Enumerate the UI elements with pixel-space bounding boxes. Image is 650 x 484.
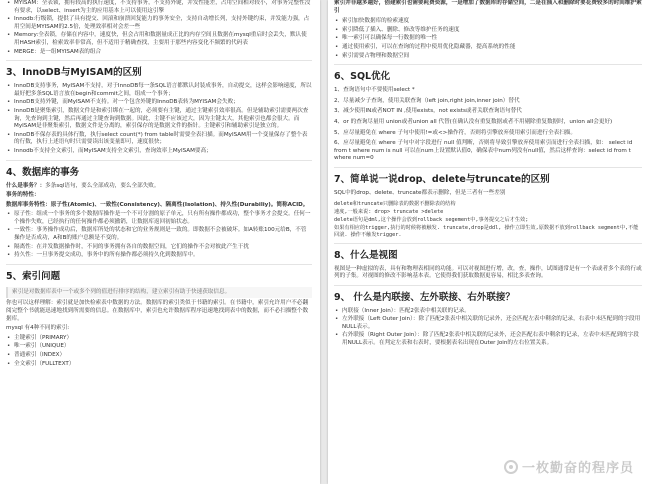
what-is-transaction [6,183,312,191]
section-3-title: 3、InnoDB与MyISAM的区别 [6,67,142,79]
section-8-paragraph: 视图是一种虚拟的表，具有和物理表相同的功能。可以对视图进行增，改，查，操作，试图通常是有一个表或者多个表的行或列的子集。对视图的修改不影响基本表。它使得我们获取数据更容易，相比多表查询。 [334,265,642,280]
section-4-list [6,211,312,260]
section-9-title: 9、 什么是内联接、左外联接、右外联接？ [334,291,515,303]
index-note: 索引并非越多越好，创建索引也需要耗费资源，一是增加了数据库的存储空间，二是在插入和删除时要花费较多的时间维护索引 [334,0,642,14]
watermark-text: 一枚勤奋的程序员 [521,461,634,476]
index-types-list [6,335,312,368]
section-6-list [334,87,642,163]
section-7-title: 7、简单说一说drop、delete与truncate的区别 [334,173,550,185]
section-3-list [6,83,312,155]
divider [334,167,642,168]
sql-tip-item: 5、应尽量避免在 where 子句中使用!=或<>操作符，否则将引擎放弃使用索引而进行全表扫描。 [334,129,576,136]
section-4-title: 4、数据库的事务 [6,166,80,178]
index-effect-item: • 通过使用索引，可以在查询的过程中使用优化隐藏器，提高系统的性能 [334,44,642,52]
divider [6,264,312,265]
engine-item: • Innodb:行级锁，提供了具有提交、回滚和崩溃回复能力的事务安全，支持自动增长列，支持外键约束，并发能力强，占用空间是MYISAM的2.5倍，处理效率相对会差一些 [6,16,312,31]
acid-item: • 一致性：事务操作成功后，数据库所处的状态和它的业务规则是一致的。即数据不会被破坏。如A转账100元给B，不管操作是否成功，A和B的账户总额是不变的。 [6,227,312,242]
acid-item: • 原子性：组成一个事务的多个数据库操作是一个不可分割的原子单元，只有所有操作都成功，整个事务才会提交。任何一个操作失败，已经执行的任何操作都必须撤销，让数据库返回初始状态。 [6,211,312,226]
engine-item: • MERGE：是一组MYISAM表的组合 [6,49,312,57]
intro-bullet-list [6,0,312,56]
sql-tip-item: 3、减少使用IN或者NOT IN ,使用exists，not exists或者关联查询语句替代 [334,108,522,115]
sql-tip-item: 4、or 的查询尽量用 union或者union all 代替(在确认没有重复数据或者不用剔除重复数据时，union all会更好) [334,118,613,125]
divider [334,243,642,244]
index-effect-item: • 索引降低了插入、删除、修改等维护任务的速度 [334,27,642,35]
difference-item: • Innodb不支持全文索引，而MyISAM支持全文索引，查询效率上MyISAM要高； [6,148,312,156]
acid-item: • 隔离性：在并发数据操作时，不同的事务拥有各自的数据空间，它们的操作不会对彼此产生干扰 [6,244,312,252]
engine-item: • Memory:全表锁，存储在内容中，速度快，但会占用和数据量成正比的内存空间且数据在mysql重启时会丢失，默认使用HASH索引，检索效率非常高，但不适用于精确查找，主要用于那些内容变化不频繁的代码表 [6,32,312,47]
index-type-item: • 全文索引（FULLTEXT） [6,361,312,369]
index-effect-item: • 唯一索引可以确保每一行数据的唯一性 [334,35,642,43]
section-8-title: 8、什么是视图 [334,249,398,261]
section-9-list [334,308,642,348]
what-text: 多条sql语句，要么全部成功，要么全部失败。 [45,182,160,189]
index-quote: 索引是对数据库表中一个或多个列的值进行排序的结构，建立索引有助于快速获取信息。 [6,287,312,299]
what-label: 什么是事务？： [6,182,46,189]
index-effect-item: • 索引需要占物理和数据空间 [334,53,642,61]
sql-tip-item: 6、应尽量避免在 where 子句中对字段进行 null 值判断，否则将导致引擎放弃使用索引而进行全表扫描，如： select id from t where num is null 可以在num上设置默认值0，确保表中num列没有null值，然后这样查询：select id from t where num=0 [334,140,633,162]
sql-tip-item: 2、尽量减少子查询，使用关联查询（left join,right join,inner join）替代 [334,97,520,104]
divider [334,285,642,286]
difference-item: • InnoDB不保存表的具体行数，执行select count(*) from table时需要全表扫描。而MyISAM用一个变量保存了整个表的行数，执行上述语句时只需要读出该变量即可，速度很快； [6,132,312,147]
right-page[interactable] [328,0,650,484]
index-types-label: mysql 有4种不同的索引: [6,325,70,332]
engine-item: • MYISAM：全表锁，拥有较高的执行速度，不支持事务，不支持外键，并发性能差，占用空间相对较小，对事务完整性没有要求，以select、insert为主的应用基本上可以使用这引擎 [6,0,312,15]
join-type-item: • 内联接（Inner Join）：匹配2张表中相关联的记录。 [334,308,642,316]
sql-tip-item: 1、查询语句中不要使用select * [334,87,415,94]
section-5-title: 5、索引问题 [6,270,61,282]
section-7-lines [334,201,642,239]
index-type-item: • 主键索引（PRIMARY） [6,335,312,343]
index-paragraph: 你也可以这样理解：索引就是加快检索表中数据的方法。数据库的索引类似于书籍的索引。在书籍中，索引允许用户不必翻阅完整个书就能迅速地找到所需要的信息。在数据库中，索引也允许数据库程序迅速地找到表中的数据，而不必扫描整个数据库。 [6,300,309,322]
difference-item: • InnoDB支持事务，MyISAM不支持，对于InnoDB每一条SQL语言都默认封装成事务，自动提交，这样会影响速度，所以最好把多条SQL语言放在begin和commit之间，组成一个事务； [6,83,312,98]
join-type-item: • 左外联接（Left Outer Join）：除了匹配2张表中相关联的记录外，还会匹配左表中剩余的记录，右表中未匹配到的字段用NULL表示。 [334,316,642,331]
drop-delete-line: delete和truncate只删除表的数据不删除表的结构 [334,200,456,207]
features-label: 事务的特性： [6,192,40,199]
acid-item: • 持久性：一旦事务提交成功，事务中的所有操作都必须持久化到数据库中。 [6,252,312,260]
index-effect-item: • 索引加快数据库的检索速度 [334,18,642,26]
watermark [504,457,634,476]
acid-line: 数据库事务特性：原子性(Atomic)、一致性(Consistency)、隔离性(Isolation)、持久性(Durabiliy)。简称ACID。 [6,201,309,208]
section-6-title: 6、SQL优化 [334,71,391,83]
section-7-intro: SQL中的drop、delete、truncate都表示删除，但是三者有一些差别 [334,189,506,196]
index-effects-list [334,18,642,60]
difference-item: • InnoDB支持外键，而MyISAM不支持。对一个包含外键的InnoDB表转为MYISAM会失败； [6,99,312,107]
drop-delete-line: 速度,一般来说: drop> truncate >delete [334,208,444,215]
left-page[interactable] [0,0,320,484]
index-type-item: • 普通索引（INDEX） [6,352,312,360]
difference-item: • InnoDB是聚集索引，数据文件是和索引绑在一起的，必须要有主键，通过主键索引效率很高。但是辅助索引需要两次查询，先查询到主键，然后再通过主键查询到数据。因此，主键不应该过大，因为主键太大，其他索引也都会很大。而MyISAM是非聚集索引，数据文件是分离的，索引保存的是数据文件的指针。主键索引和辅助索引是独立的。 [6,108,312,131]
watermark-logo-icon [504,460,518,474]
divider [6,60,312,61]
index-type-item: • 唯一索引（UNIQUE） [6,343,312,351]
drop-delete-line: 如果有相应的trigger,执行的时候将被触发. truncate,drop是ddl, 操作立即生效,原数据不放到rollback segment中,不能回滚. 操作不触发trigger. [334,224,639,238]
divider [6,160,312,161]
join-type-item: • 右外联接（Right Outer Join）：除了匹配2张表中相关联的记录外，还会匹配右表中剩余的记录，左表中未匹配到的字段用NULL表示。在判定左表和右表时，要根据表名出现在Outer Join的左右位置关系。 [334,332,642,347]
divider [334,64,642,65]
drop-delete-line: delete语句是dml,这个操作会放到rollback segement中,事务提交之后才生效; [334,216,529,223]
